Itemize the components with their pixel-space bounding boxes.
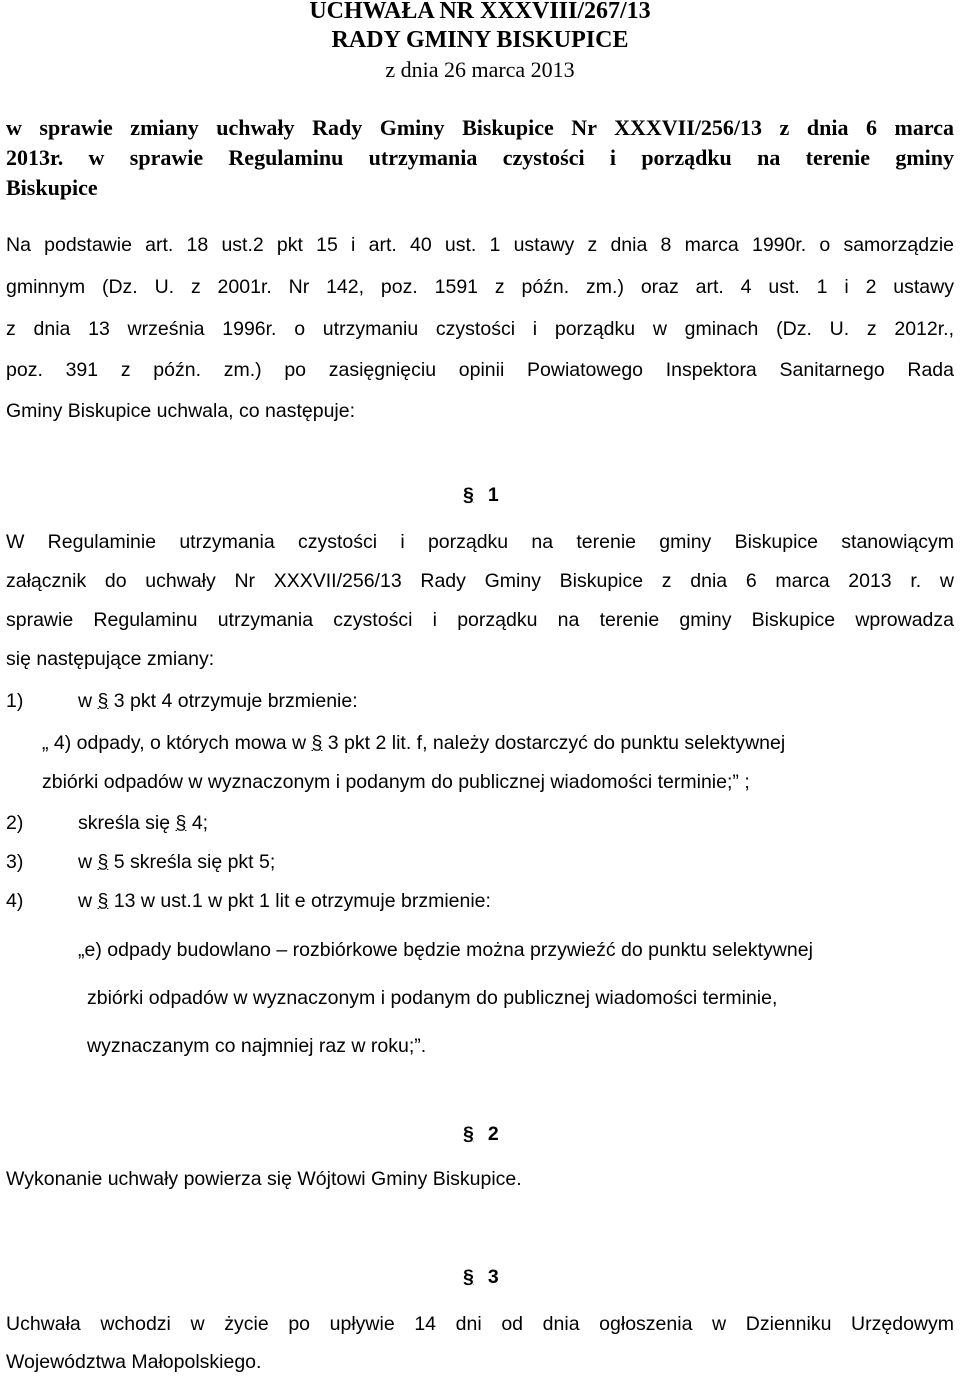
list-item-text: 3 pkt 4 otrzymuje brzmienie: <box>113 690 358 712</box>
preamble-line: poz. 391 z późn. zm.) po zasięgnięciu opinii Powiatowego Inspektora Sanitarnego Rada <box>6 359 954 381</box>
subject-line: w sprawie zmiany uchwały Rady Gminy Biskupice Nr XXXVII/256/13 z dnia 6 marca <box>6 115 954 140</box>
quoted-text: zbiórki odpadów w wyznaczonym i podanym do publicznej wiadomości terminie, <box>87 987 778 1009</box>
list-item-text: w <box>78 690 93 712</box>
list-item-text: 5 skreśla się pkt 5; <box>113 851 276 873</box>
quoted-text: zbiórki odpadów w wyznaczonym i podanym do publicznej wiadomości terminie;” ; <box>42 771 750 793</box>
resolution-title: UCHWAŁA NR XXXVIII/267/13 <box>309 0 651 24</box>
list-item-number: 3) <box>6 851 24 873</box>
list-item-text: w <box>78 890 93 912</box>
section-number: 2 <box>487 1123 499 1145</box>
quoted-text-part: 3 pkt 2 lit. f, należy dostarczyć do punktu selektywnej <box>327 732 786 754</box>
list-item-number: 2) <box>6 812 24 834</box>
section-symbol: § <box>175 812 187 834</box>
section-symbol: § <box>97 890 109 912</box>
subject-line: Biskupice <box>6 175 98 200</box>
list-item-number: 4) <box>6 890 24 912</box>
section-symbol: § <box>311 732 323 754</box>
list-item-text: skreśla się <box>78 812 171 834</box>
list-item-text: 4; <box>191 812 209 834</box>
preamble-line: gminnym (Dz. U. z 2001r. Nr 142, poz. 1591 z późn. zm.) oraz art. 4 ust. 1 i 2 ustawy <box>6 276 954 298</box>
section-2-heading <box>463 1123 499 1146</box>
section-1-text: załącznik do uchwały Nr XXXVII/256/13 Rady Gminy Biskupice z dnia 6 marca 2013 r. w <box>6 570 954 592</box>
preamble-line: Gminy Biskupice uchwala, co następuje: <box>6 400 356 422</box>
section-number: 3 <box>487 1266 499 1288</box>
list-item-text: 13 w ust.1 w pkt 1 lit e otrzymuje brzmienie: <box>113 890 491 912</box>
list-item <box>78 890 491 913</box>
section-3-text: Uchwała wchodzi w życie po upływie 14 dni od dnia ogłoszenia w Dzienniku Urzędowym <box>6 1313 954 1335</box>
quoted-text-part: „ 4) odpady, o których mowa w <box>42 732 307 754</box>
section-symbol: § <box>97 690 109 712</box>
section-1-text: W Regulaminie utrzymania czystości i porządku na terenie gminy Biskupice stanowiącym <box>6 531 954 553</box>
quoted-text: „e) odpady budowlano – rozbiórkowe będzie można przywieźć do punktu selektywnej <box>78 939 813 961</box>
preamble-line: z dnia 13 września 1996r. o utrzymaniu czystości i porządku w gminach (Dz. U. z 2012r., <box>6 318 954 340</box>
section-symbol: § <box>97 851 109 873</box>
list-item-text: w <box>78 851 93 873</box>
section-symbol: § <box>463 484 474 506</box>
issuer-name: RADY GMINY BISKUPICE <box>331 27 629 53</box>
section-3-text: Województwa Małopolskiego. <box>6 1351 262 1373</box>
section-symbol: § <box>463 1123 474 1145</box>
quoted-text <box>42 732 785 755</box>
section-number: 1 <box>487 484 499 506</box>
section-1-text: się następujące zmiany: <box>6 648 215 670</box>
section-1-text: sprawie Regulaminu utrzymania czystości i porządku na terenie gminy Biskupice wprowadza <box>6 609 954 631</box>
section-1-heading <box>463 484 499 507</box>
preamble-line: Na podstawie art. 18 ust.2 pkt 15 i art. 40 ust. 1 ustawy z dnia 8 marca 1990r. o samorządzie <box>6 234 954 256</box>
resolution-date: z dnia 26 marca 2013 <box>385 57 575 82</box>
list-item <box>78 812 208 835</box>
list-item <box>78 690 358 713</box>
section-symbol: § <box>463 1266 474 1288</box>
quoted-text: wyznaczanym co najmniej raz w roku;”. <box>87 1035 427 1057</box>
subject-line: 2013r. w sprawie Regulaminu utrzymania czystości i porządku na terenie gminy <box>6 145 954 170</box>
list-item-number: 1) <box>6 690 24 712</box>
section-2-text: Wykonanie uchwały powierza się Wójtowi Gminy Biskupice. <box>6 1168 522 1190</box>
list-item <box>78 851 275 874</box>
section-3-heading <box>463 1266 499 1289</box>
